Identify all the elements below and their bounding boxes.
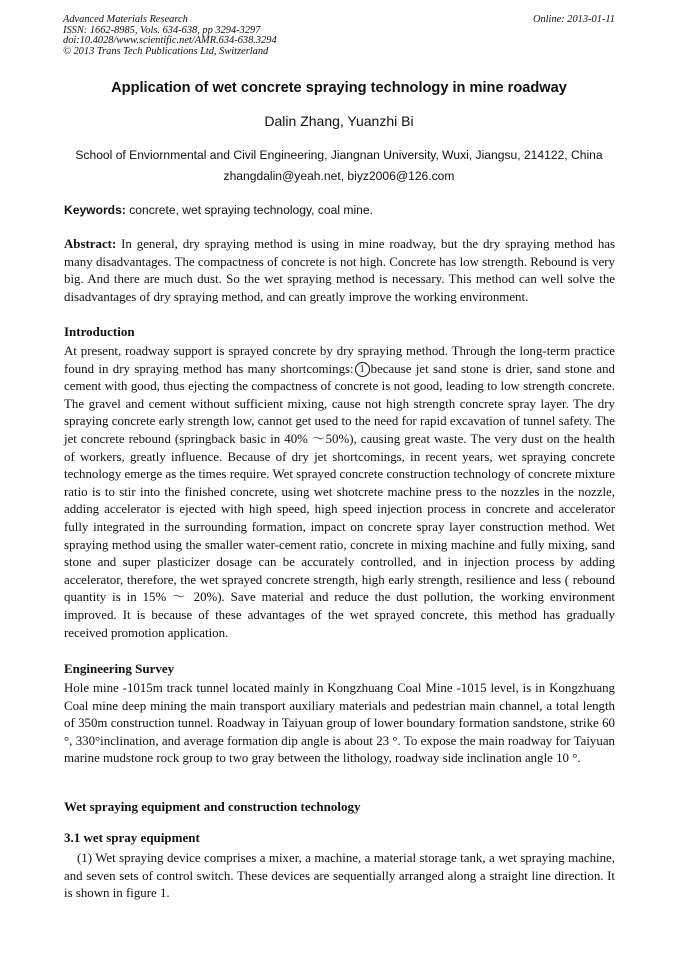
journal-name: Advanced Materials Research [63, 14, 188, 25]
equipment-body [64, 850, 615, 903]
affiliation: School of Enviornmental and Civil Engineering, Jiangnan University, Wuxi, Jiangsu, 214122, China [75, 148, 603, 162]
introduction-body [64, 343, 615, 642]
affiliation-block [40, 145, 638, 187]
abstract [64, 236, 615, 306]
online-date: Online: 2013-01-11 [532, 14, 615, 25]
equipment-text: (1) Wet spraying device comprises a mixer, a machine, a material storage tank, a wet spraying machine, and seven sets of control switch. These devices are sequentially arranged along a straight line direction. It is shown in figure 1. [64, 851, 615, 901]
introduction-text-2: because jet sand stone is drier, sand stone and cement with good, thus ejecting the compactness of concrete is not good, leading to low strength concrete. The gravel and cement without sufficient mixing, cause not high strength concrete spray layer. The dry spraying concrete early strength low, cannot get used to the need for rapid excavation of tunnel safety. The jet concrete rebound (springback basic in 40% ～50%), causing great waste. The very dust on the health of workers, greatly influence. Because of dry jet shortcomings, in recent years, wet spraying concrete technology emerge as the times require. Wet sprayed concrete construction technology of concrete mixture ratio is to stir into the finished concrete, using wet shotcrete machine press to the nozzles in the nozzle, adding accelerator is ejected with high speed, high speed injection process in concrete and accelerator fully integrated in the surrounding formation, impact on concrete spray layer construction method. Wet spraying method using the smaller water-cement ratio, concrete in mixing machine and fully mixing, sand stone and super plasticizer dosage can be accurately controlled, and in injection process by adding accelerator, therefore, the wet sprayed concrete strength, high early strength, resilience and less ( rebound quantity is in 15% ～ 20%). Save material and reduce the dust pollution, the working environment improved. It is because of these advantages of the wet sprayed concrete, this method has gradually received promotion application. [64, 361, 615, 640]
paper-title: Application of wet concrete spraying technology in mine roadway [111, 80, 567, 96]
journal-header [63, 15, 483, 57]
survey-body [64, 680, 615, 768]
circled-number-marker: 1 [355, 362, 370, 377]
keywords-text: concrete, wet spraying technology, coal mine. [129, 203, 373, 217]
equipment-subheading: 3.1 wet spray equipment [64, 830, 200, 845]
journal-issn: ISSN: 1662-8985, Vols. 634-638, pp 3294-3297 [63, 24, 261, 36]
abstract-text: In general, dry spraying method is using in mine roadway, but the dry spraying method has many disadvantages. The compactness of concrete is not high. Concrete has low strength. Rebound is very big. And there are much dust. So the wet spraying method is necessary. This method can well solve the disadvantages of dry spraying method, and can greatly improve the working environment. [64, 237, 615, 304]
survey-heading: Engineering Survey [64, 661, 175, 676]
journal-doi: doi:10.4028/www.scientific.net/AMR.634-638.3294 [63, 35, 277, 47]
introduction-text-1: At present, roadway support is sprayed concrete by dry spraying method. Through the long-term practice found in dry spraying method has many shortcomings: [64, 344, 615, 376]
survey-text: Hole mine -1015m track tunnel located mainly in Kongzhuang Coal Mine -1015 level, is in Kongzhuang Coal mine deep mining the main transport auxiliary materials and pedestrian main channel, a total length of 350m construction tunnel. Roadway in Taiyuan group of lower boundary formation sandstone, strike 60 °, 330°inclination, and average formation dip angle is about 23 °. To expose the main roadway for Taiyuan marine mudstone rock group to two gray between the lithology, roadway side inclination angle 10 °. [64, 681, 615, 766]
abstract-label: Abstract: [64, 237, 117, 251]
introduction-heading: Introduction [64, 324, 135, 339]
equipment-heading: Wet spraying equipment and construction technology [64, 799, 361, 814]
author-emails: zhangdalin@yeah.net, biyz2006@126.com [223, 169, 455, 183]
keywords-label: Keywords: [64, 203, 126, 217]
journal-copyright: © 2013 Trans Tech Publications Ltd, Switzerland [63, 45, 269, 57]
paper-authors: Dalin Zhang, Yuanzhi Bi [264, 113, 414, 129]
keywords [64, 203, 615, 217]
